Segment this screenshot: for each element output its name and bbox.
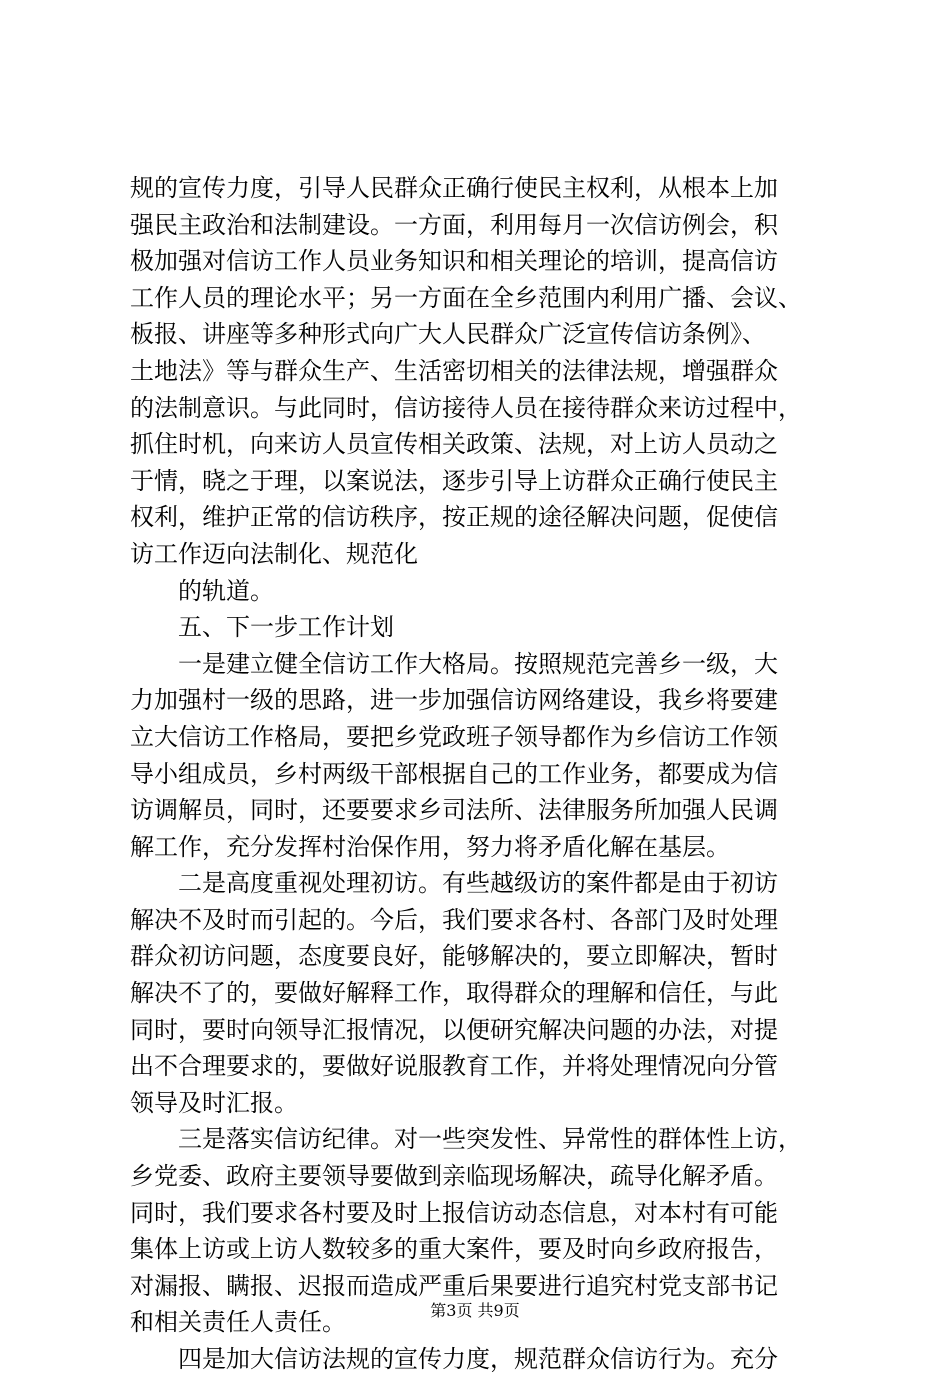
text-line: 于情，晓之于理，以案说法，逐步引导上访群众正确行使民主 bbox=[130, 466, 778, 495]
text-line: 板报、讲座等多种形式向广大人民群众广泛宣传信访条例》、 bbox=[130, 320, 766, 349]
text-line: 乡党委、政府主要领导要做到亲临现场解决，疏导化解矛盾。 bbox=[130, 1162, 778, 1191]
text-line: 二是高度重视处理初访。有些越级访的案件都是由于初访 bbox=[178, 869, 778, 898]
text-line: 工作人员的理论水平；另一方面在全乡范围内利用广播、会议、 bbox=[130, 283, 802, 312]
text-line: 和相关责任人责任。 bbox=[130, 1308, 346, 1337]
text-line: 一是建立健全信访工作大格局。按照规范完善乡一级，大 bbox=[178, 649, 778, 678]
text-line: 访调解员，同时，还要要求乡司法所、法律服务所加强人民调 bbox=[130, 796, 778, 825]
text-line: 解决不了的，要做好解释工作，取得群众的理解和信任，与此 bbox=[130, 979, 778, 1008]
text-line: 的法制意识。与此同时，信访接待人员在接待群众来访过程中， bbox=[130, 393, 802, 422]
text-line: 力加强村一级的思路，进一步加强信访网络建设，我乡将要建 bbox=[130, 686, 778, 715]
text-line: 三是落实信访纪律。对一些突发性、异常性的群体性上访， bbox=[178, 1125, 802, 1154]
text-line: 解工作，充分发挥村治保作用，努力将矛盾化解在基层。 bbox=[130, 832, 730, 861]
text-line: 抓住时机，向来访人员宣传相关政策、法规，对上访人员动之 bbox=[130, 430, 778, 459]
text-line: 土地法》等与群众生产、生活密切相关的法律法规，增强群众 bbox=[130, 356, 778, 385]
text-line: 集体上访或上访人数较多的重大案件，要及时向乡政府报告， bbox=[130, 1235, 778, 1264]
text-line: 领导及时汇报。 bbox=[130, 1088, 298, 1117]
page-footer: 第3页 共9页 bbox=[430, 1301, 520, 1320]
text-line: 群众初访问题，态度要良好，能够解决的，要立即解决，暂时 bbox=[130, 942, 778, 971]
text-line: 四是加大信访法规的宣传力度，规范群众信访行为。充分 bbox=[178, 1345, 778, 1373]
text-line: 导小组成员，乡村两级干部根据自己的工作业务，都要成为信 bbox=[130, 759, 778, 788]
text-line: 对漏报、瞒报、迟报而造成严重后果要进行追究村党支部书记 bbox=[130, 1271, 778, 1300]
text-line: 权利，维护正常的信访秩序，按正规的途径解决问题，促使信 bbox=[130, 503, 778, 532]
text-line: 出不合理要求的，要做好说服教育工作，并将处理情况向分管 bbox=[130, 1052, 778, 1081]
text-line: 规的宣传力度，引导人民群众正确行使民主权利，从根本上加 bbox=[130, 174, 778, 202]
text-line: 强民主政治和法制建设。一方面，利用每月一次信访例会，积 bbox=[130, 210, 778, 239]
text-line: 立大信访工作格局，要把乡党政班子领导都作为乡信访工作领 bbox=[130, 722, 778, 751]
text-line: 同时，我们要求各村要及时上报信访动态信息，对本村有可能 bbox=[130, 1198, 778, 1227]
document-body bbox=[130, 170, 840, 1378]
text-line: 的轨道。 bbox=[178, 576, 274, 605]
text-line: 解决不及时而引起的。今后，我们要求各村、各部门及时处理 bbox=[130, 905, 778, 934]
text-line: 极加强对信访工作人员业务知识和相关理论的培训，提高信访 bbox=[130, 247, 778, 276]
text-line: 五、下一步工作计划 bbox=[178, 613, 394, 642]
text-line: 访工作迈向法制化、规范化 bbox=[130, 539, 418, 568]
text-line: 同时，要时向领导汇报情况，以便研究解决问题的办法，对提 bbox=[130, 1015, 778, 1044]
